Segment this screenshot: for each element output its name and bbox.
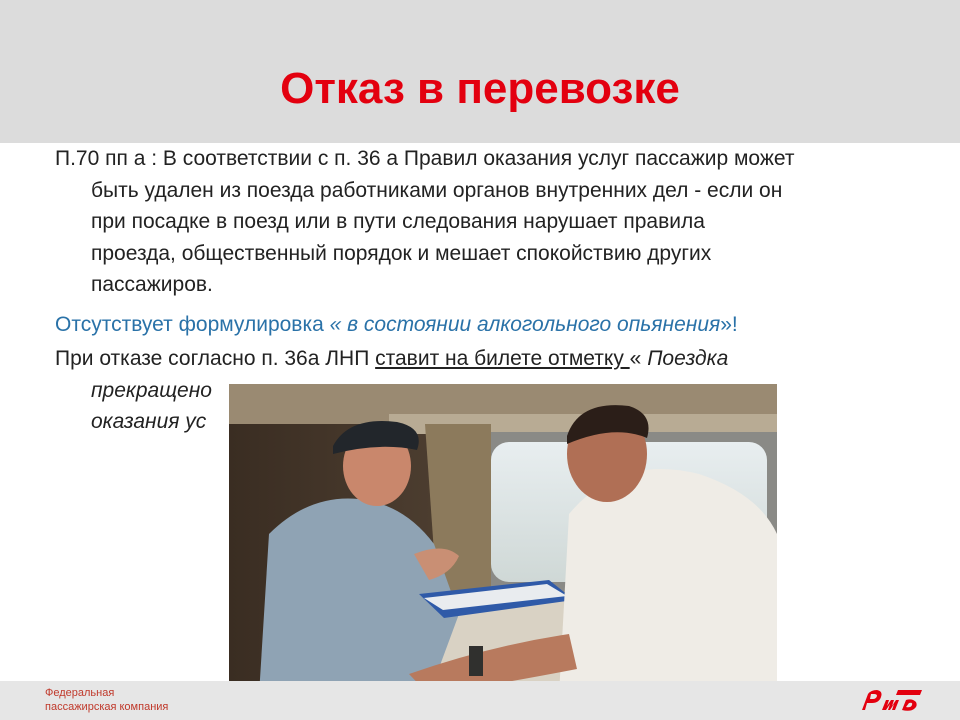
- photo-officer-passenger: [229, 384, 777, 695]
- italic-text: Поездка: [647, 347, 729, 370]
- paragraph-missing-wording: [55, 309, 915, 341]
- paragraph-suffix: »!: [720, 313, 738, 336]
- paragraph-rule-70: [55, 143, 915, 301]
- quote-open: «: [629, 347, 648, 370]
- underlined-text: ставит на билете отметку: [375, 347, 630, 370]
- paragraph-prefix: При отказе согласно п. 36а ЛНП: [55, 347, 376, 370]
- paragraph-line: быть удален из поезда работниками органов внутренних дел - если он: [91, 178, 783, 202]
- company-name-line1: Федеральная: [45, 687, 115, 699]
- paragraph-line: проезда, общественный порядок и мешает спокойствию других: [91, 241, 712, 265]
- paragraph-line: оказания ус: [91, 410, 207, 433]
- paragraph-line: П.70 пп а : В соответствии с п. 36 а Правил оказания услуг пассажир может: [55, 147, 795, 170]
- rzd-logo: [856, 686, 926, 716]
- company-name-line2: пассажирская компания: [45, 701, 169, 713]
- photo-illustration: [229, 384, 777, 695]
- paragraph-prefix: Отсутствует формулировка: [55, 313, 330, 336]
- paragraph-line: при посадке в поезд или в пути следования нарушает правила: [91, 210, 705, 233]
- partial-line: прекращено: [91, 378, 212, 402]
- quoted-wording: « в состоянии алкогольного опьянения: [329, 313, 721, 336]
- company-name: [45, 686, 168, 714]
- paragraph-line: пассажиров.: [91, 273, 213, 296]
- slide-title: Отказ в перевозке: [280, 64, 680, 113]
- rzd-logo-icon: [856, 686, 926, 716]
